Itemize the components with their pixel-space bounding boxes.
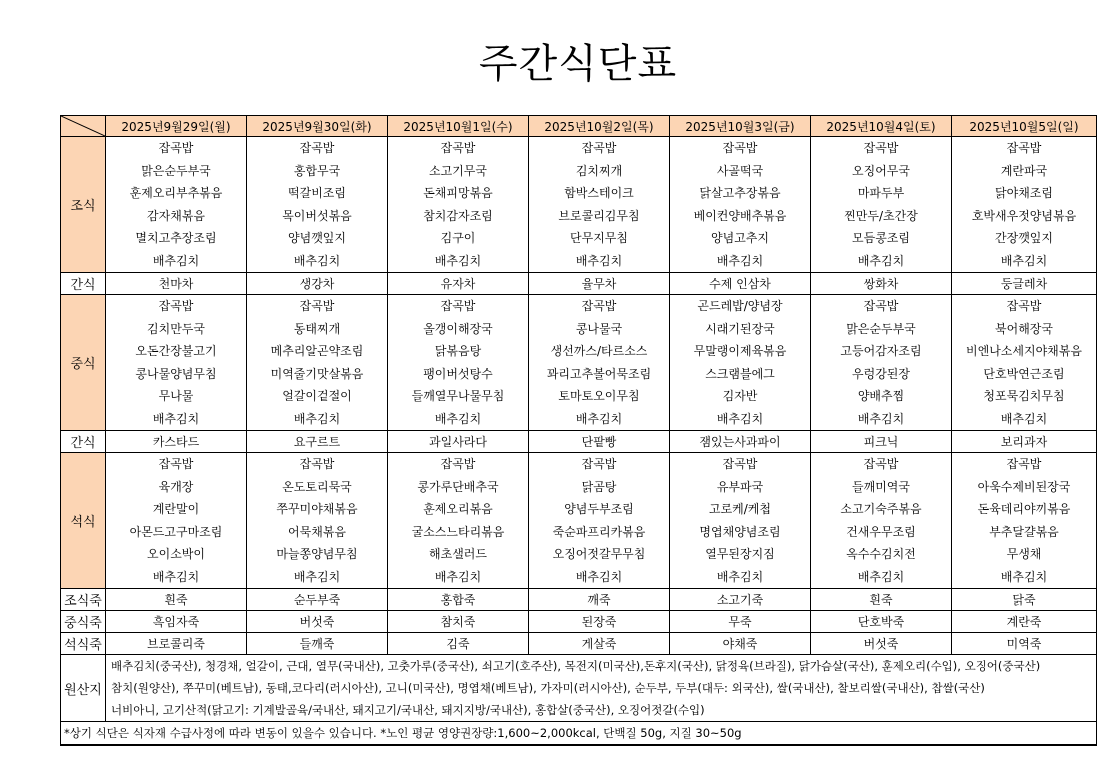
- dish-item: 오돈간장불고기: [135, 344, 217, 358]
- dish-item: 잡곡밥: [299, 299, 335, 313]
- dish-item: 단호박연근조림: [983, 366, 1065, 381]
- item-cell: 게살죽: [529, 633, 670, 655]
- dish-item: 배추김치: [1000, 253, 1048, 268]
- dish-item: 우렁강된장: [852, 366, 910, 381]
- snack2-row: [61, 431, 1097, 453]
- dish-item: 굴소스느타리볶음: [411, 524, 505, 539]
- dish-item: 콩가루단배추국: [417, 479, 499, 494]
- meal-cell: [670, 295, 811, 431]
- meal-cell: [529, 137, 670, 273]
- day-header: 2025년10월2일(목): [529, 116, 670, 137]
- dish-item: 훈제오리부추볶음: [129, 186, 223, 200]
- dish-item: 잡곡밥: [158, 457, 194, 471]
- dish-item: 닭살고추장볶음: [699, 186, 781, 200]
- snack2-label: 간식: [61, 431, 106, 453]
- item-cell: 피크닉: [811, 431, 952, 453]
- dish-item: 양념깻잎지: [288, 231, 346, 245]
- porridge_breakfast-label: 조식죽: [61, 589, 106, 611]
- dish-item: 육개장: [158, 479, 194, 494]
- item-cell: 카스타드: [106, 431, 247, 453]
- item-cell: 보리과자: [952, 431, 1097, 453]
- origin-line: 배추김치(중국산), 청경채, 얼갈이, 근대, 열무(국내산), 고춧가루(중국산), 쇠고기(호주산), 목전지(미국산),돈후지(국산), 닭정육(브라질), 닭가슴살(국산), 훈제오리(수입), 오징어(중국산): [111, 659, 1041, 673]
- origin-text: [106, 655, 1097, 722]
- porridge_dinner-row: [61, 633, 1097, 655]
- dish-item: 계란말이: [152, 502, 200, 516]
- dish-item: 잡곡밥: [1006, 141, 1042, 155]
- meal-cell: [106, 137, 247, 273]
- dish-item: 배추김치: [716, 411, 764, 426]
- dish-item: 배추김치: [716, 253, 764, 268]
- dish-item: 잡곡밥: [863, 299, 899, 313]
- dish-item: 배추김치: [152, 411, 200, 426]
- porridge_dinner-label: 석식죽: [61, 633, 106, 655]
- dish-item: 부추달걀볶음: [989, 524, 1059, 539]
- dish-item: 참치감자조림: [423, 208, 493, 223]
- dish-item: 죽순파프리카볶음: [552, 524, 646, 539]
- dish-item: 메추리알곤약조림: [270, 344, 364, 358]
- meal-cell: [247, 295, 388, 431]
- item-cell: 닭죽: [952, 589, 1097, 611]
- dish-item: 잡곡밥: [722, 141, 758, 155]
- dish-item: 팽이버섯탕수: [423, 366, 493, 381]
- snack1-row: [61, 273, 1097, 295]
- dish-item: 김치만두국: [147, 321, 205, 336]
- dish-item: 잡곡밥: [1006, 457, 1042, 471]
- item-cell: 쌍화차: [811, 273, 952, 295]
- dish-item: 스크램블에그: [705, 366, 775, 381]
- item-cell: 미역죽: [952, 633, 1097, 655]
- dish-item: 훈제오리볶음: [423, 502, 493, 516]
- dish-item: 배추김치: [152, 569, 200, 584]
- dish-item: 계란파국: [1000, 163, 1048, 178]
- day-header: 2025년10월3일(금): [670, 116, 811, 137]
- dish-item: 목이버섯볶음: [282, 208, 352, 223]
- meal-cell: [247, 137, 388, 273]
- dish-item: 배추김치: [293, 569, 341, 584]
- meal-cell: [811, 295, 952, 431]
- meal-cell: [529, 453, 670, 589]
- dish-item: 소고기숙주볶음: [840, 502, 922, 516]
- item-cell: 깨죽: [529, 589, 670, 611]
- note-row: [61, 722, 1097, 746]
- dish-item: 배추김치: [857, 253, 905, 268]
- item-cell: 김죽: [388, 633, 529, 655]
- item-cell: 흰죽: [106, 589, 247, 611]
- dish-item: 닭야채조림: [995, 186, 1053, 200]
- dish-item: 배추김치: [152, 253, 200, 268]
- dish-item: 잡곡밥: [440, 457, 476, 471]
- dish-item: 꽈리고추볼어묵조림: [546, 366, 652, 381]
- dish-item: 명엽채양념조림: [699, 524, 781, 539]
- dish-item: 배추김치: [434, 569, 482, 584]
- dish-item: 모듬콩조림: [852, 231, 910, 245]
- day-header: 2025년9월29일(월): [106, 116, 247, 137]
- dish-item: 멸치고추장조림: [135, 231, 217, 245]
- dish-item: 해초샐러드: [429, 547, 487, 561]
- meal-cell: [247, 453, 388, 589]
- dish-item: 옥수수김치전: [846, 547, 916, 561]
- dish-item: 배추김치: [293, 253, 341, 268]
- dish-item: 생선까스/타르소스: [550, 344, 648, 358]
- meal-cell: [106, 453, 247, 589]
- dish-item: 김구이: [440, 231, 476, 245]
- dish-item: 돈육데리야끼볶음: [977, 502, 1071, 516]
- dish-item: 들깨미역국: [852, 479, 910, 494]
- dish-item: 잡곡밥: [1006, 299, 1042, 313]
- dish-item: 미역줄기맛살볶음: [270, 366, 364, 381]
- day-header: 2025년10월4일(토): [811, 116, 952, 137]
- dish-item: 쭈꾸미야채볶음: [276, 502, 358, 516]
- item-cell: 야채죽: [670, 633, 811, 655]
- corner-cell: [61, 116, 106, 137]
- item-cell: 단팥빵: [529, 431, 670, 453]
- item-cell: 둥글레차: [952, 273, 1097, 295]
- meal-cell: [670, 137, 811, 273]
- item-cell: 유자차: [388, 273, 529, 295]
- porridge_breakfast-row: [61, 589, 1097, 611]
- meal-cell: [811, 137, 952, 273]
- dish-item: 양배추찜: [857, 389, 905, 403]
- dish-item: 열무된장지짐: [705, 547, 775, 561]
- dish-item: 마파두부: [857, 186, 905, 200]
- dish-item: 올갱이해장국: [423, 321, 493, 336]
- dish-item: 호박새우젓양념볶음: [971, 208, 1077, 223]
- dinner-label: 석식: [61, 453, 106, 589]
- dish-item: 소고기무국: [429, 163, 487, 178]
- dish-item: 북어해장국: [995, 321, 1053, 336]
- origin-line: 너비아니, 고기산적(닭고기: 기계발골육/국내산, 돼지고기/국내산, 돼지지방/국내산), 홍합살(중국산), 오징어젓갈(수입): [111, 703, 705, 717]
- item-cell: 흰죽: [811, 589, 952, 611]
- dish-item: 어묵채볶음: [288, 524, 346, 539]
- dish-item: 브로콜리김무침: [558, 208, 640, 223]
- dish-item: 배추김치: [716, 569, 764, 584]
- meal-cell: [811, 453, 952, 589]
- dish-item: 잡곡밥: [440, 299, 476, 313]
- weekly-menu-table: [60, 115, 1097, 746]
- dish-item: 비엔나소세지야채볶음: [966, 344, 1082, 358]
- origin-label: 원산지: [61, 655, 106, 722]
- item-cell: 참치죽: [388, 611, 529, 633]
- item-cell: 된장죽: [529, 611, 670, 633]
- dish-item: 배추김치: [434, 411, 482, 426]
- item-cell: 들깨죽: [247, 633, 388, 655]
- dish-item: 아욱수제비된장국: [977, 479, 1071, 494]
- dish-item: 사골떡국: [716, 163, 764, 178]
- item-cell: 순두부죽: [247, 589, 388, 611]
- dish-item: 들깨열무나물무침: [411, 389, 505, 403]
- origin-line: 참치(원양산), 쭈꾸미(베트남), 동태,코다리(러시아산), 고니(미국산), 명엽채(베트남), 가자미(러시아산), 순두부, 두부(대두: 외국산), 쌀(국내산), 찰보리쌀(국내산), 찹쌀(국산): [111, 681, 985, 695]
- dish-item: 잡곡밥: [158, 141, 194, 155]
- dish-item: 배추김치: [575, 411, 623, 426]
- item-cell: 율무차: [529, 273, 670, 295]
- dish-item: 잡곡밥: [158, 299, 194, 313]
- dish-item: 배추김치: [434, 253, 482, 268]
- dish-item: 건새우무조림: [846, 524, 916, 539]
- item-cell: 과일사라다: [388, 431, 529, 453]
- dish-item: 오이소박이: [147, 547, 205, 561]
- dish-item: 배추김치: [857, 411, 905, 426]
- dish-item: 온도토리묵국: [282, 479, 352, 494]
- day-header: 2025년10월5일(일): [952, 116, 1097, 137]
- meal-cell: [952, 137, 1097, 273]
- breakfast-label: 조식: [61, 137, 106, 273]
- meal-cell: [670, 453, 811, 589]
- dinner-row: [61, 453, 1097, 589]
- dish-item: 동태찌개: [293, 321, 341, 336]
- dish-item: 홍합무국: [293, 163, 341, 178]
- dish-item: 배추김치: [293, 411, 341, 426]
- dish-item: 잡곡밥: [863, 457, 899, 471]
- dish-item: 배추김치: [857, 569, 905, 584]
- breakfast-row: [61, 137, 1097, 273]
- lunch-row: [61, 295, 1097, 431]
- item-cell: 잼있는사과파이: [670, 431, 811, 453]
- dish-item: 마늘쫑양념무침: [276, 547, 358, 561]
- dish-item: 고등어감자조림: [840, 344, 922, 358]
- dish-item: 양념두부조림: [564, 502, 634, 516]
- item-cell: 요구르트: [247, 431, 388, 453]
- dish-item: 양념고추지: [711, 231, 769, 245]
- dish-item: 오징어젓갈무무침: [552, 547, 646, 561]
- dish-item: 돈채피망볶음: [423, 186, 493, 200]
- item-cell: 버섯죽: [811, 633, 952, 655]
- item-cell: 버섯죽: [247, 611, 388, 633]
- dish-item: 아몬드고구마조림: [129, 524, 223, 539]
- dish-item: 유부파국: [716, 479, 764, 494]
- item-cell: 천마차: [106, 273, 247, 295]
- meal-cell: [529, 295, 670, 431]
- dish-item: 잡곡밥: [722, 457, 758, 471]
- dish-item: 잡곡밥: [863, 141, 899, 155]
- day-header: 2025년10월1일(수): [388, 116, 529, 137]
- dish-item: 콩나물국: [575, 321, 623, 336]
- dish-item: 콩나물양념무침: [135, 366, 217, 381]
- item-cell: 브로콜리죽: [106, 633, 247, 655]
- meal-cell: [952, 453, 1097, 589]
- dish-item: 배추김치: [1000, 569, 1048, 584]
- dish-item: 청포묵김치무침: [983, 389, 1065, 403]
- dish-item: 잡곡밥: [581, 457, 617, 471]
- dish-item: 고로케/케첩: [708, 502, 771, 516]
- meal-cell: [388, 295, 529, 431]
- dish-item: 무나물: [158, 389, 194, 403]
- item-cell: 수제 인삼차: [670, 273, 811, 295]
- header-row: [61, 116, 1097, 137]
- item-cell: 홍합죽: [388, 589, 529, 611]
- day-header: 2025년9월30일(화): [247, 116, 388, 137]
- dish-item: 닭곰탕: [581, 479, 617, 494]
- page-title: 주간식단표: [478, 41, 678, 87]
- dish-item: 잡곡밥: [299, 141, 335, 155]
- snack1-label: 간식: [61, 273, 106, 295]
- meal-cell: [952, 295, 1097, 431]
- item-cell: 무죽: [670, 611, 811, 633]
- dish-item: 배추김치: [575, 253, 623, 268]
- dish-item: 감자채볶음: [147, 208, 205, 223]
- meal-cell: [388, 453, 529, 589]
- item-cell: 생강차: [247, 273, 388, 295]
- dish-item: 잡곡밥: [440, 141, 476, 155]
- item-cell: 흑임자죽: [106, 611, 247, 633]
- dish-item: 베이컨양배추볶음: [693, 208, 787, 223]
- dish-item: 잡곡밥: [581, 141, 617, 155]
- dish-item: 맑은순두부국: [141, 163, 211, 178]
- dish-item: 찐만두/초간장: [844, 208, 918, 223]
- dish-item: 김자반: [722, 389, 758, 403]
- dish-item: 함박스테이크: [564, 186, 634, 200]
- dish-item: 얼갈이겉절이: [282, 389, 352, 403]
- dish-item: 배추김치: [575, 569, 623, 584]
- dish-item: 간장깻잎지: [995, 231, 1053, 245]
- dish-item: 김치찌개: [575, 163, 623, 178]
- item-cell: 단호박죽: [811, 611, 952, 633]
- dish-item: 단무지무침: [570, 231, 628, 245]
- porridge_lunch-label: 중식죽: [61, 611, 106, 633]
- dish-item: 무생채: [1006, 547, 1042, 561]
- origin-row: [61, 655, 1097, 722]
- item-cell: 계란죽: [952, 611, 1097, 633]
- dish-item: 오징어무국: [852, 163, 910, 178]
- dish-item: 토마토오이무침: [558, 389, 640, 403]
- meal-cell: [106, 295, 247, 431]
- dish-item: 잡곡밥: [299, 457, 335, 471]
- dish-item: 시래기된장국: [705, 321, 775, 336]
- lunch-label: 중식: [61, 295, 106, 431]
- footnote: *상기 식단은 식자재 수급사정에 따라 변동이 있을수 있습니다. *노인 평균 영양권장량:1,600~2,000kcal, 단백질 50g, 지질 30~50g: [61, 722, 1097, 746]
- porridge_lunch-row: [61, 611, 1097, 633]
- dish-item: 곤드레밥/양념장: [697, 299, 783, 313]
- item-cell: 소고기죽: [670, 589, 811, 611]
- dish-item: 맑은순두부국: [846, 321, 916, 336]
- dish-item: 무말랭이제육볶음: [693, 344, 787, 358]
- dish-item: 떡갈비조림: [288, 186, 346, 200]
- dish-item: 잡곡밥: [581, 299, 617, 313]
- meal-cell: [388, 137, 529, 273]
- dish-item: 닭볶음탕: [434, 344, 482, 358]
- dish-item: 배추김치: [1000, 411, 1048, 426]
